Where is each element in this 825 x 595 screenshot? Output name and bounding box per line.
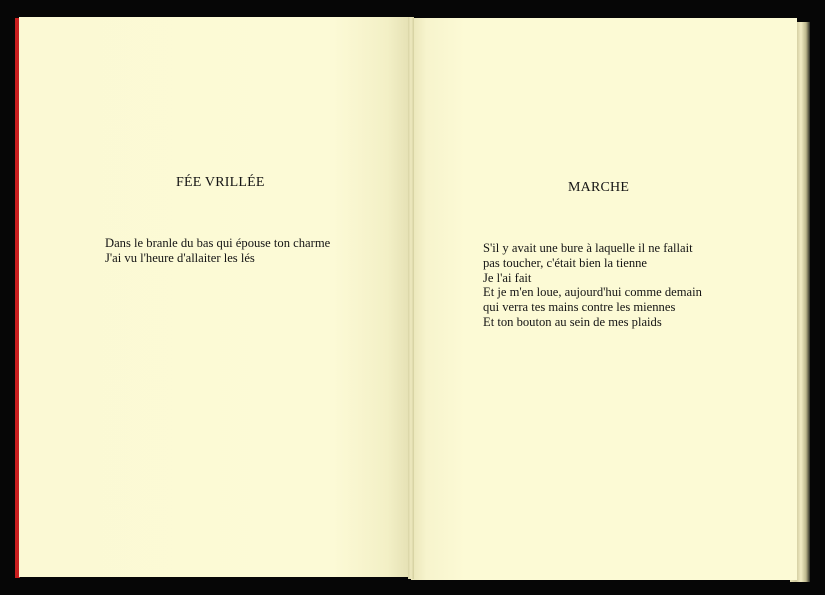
right-page xyxy=(411,18,797,580)
verse-line: Dans le branle du bas qui épouse ton charme xyxy=(105,236,331,250)
verse-line: Je l'ai fait xyxy=(483,270,532,285)
verse-line: Et je m'en loue, aujourd'hui comme demain xyxy=(483,285,702,300)
book-gutter xyxy=(408,17,414,579)
verse-line: Et ton bouton au sein de mes plaids xyxy=(483,314,662,329)
poem-title-right: MARCHE xyxy=(568,180,630,195)
verse-line: J'ai vu l'heure d'allaiter les lés xyxy=(105,250,255,265)
poem-title-left: FÉE VRILLÉE xyxy=(176,175,265,190)
poem-text-right xyxy=(483,241,702,330)
verse-line: pas toucher, c'était bien la tienne xyxy=(483,255,648,270)
verse-line: qui verra tes mains contre les miennes xyxy=(483,300,676,315)
left-page xyxy=(19,17,411,577)
verse-line: S'il y avait une bure à laquelle il ne fallait xyxy=(483,241,693,255)
poem-text-left xyxy=(105,236,330,266)
